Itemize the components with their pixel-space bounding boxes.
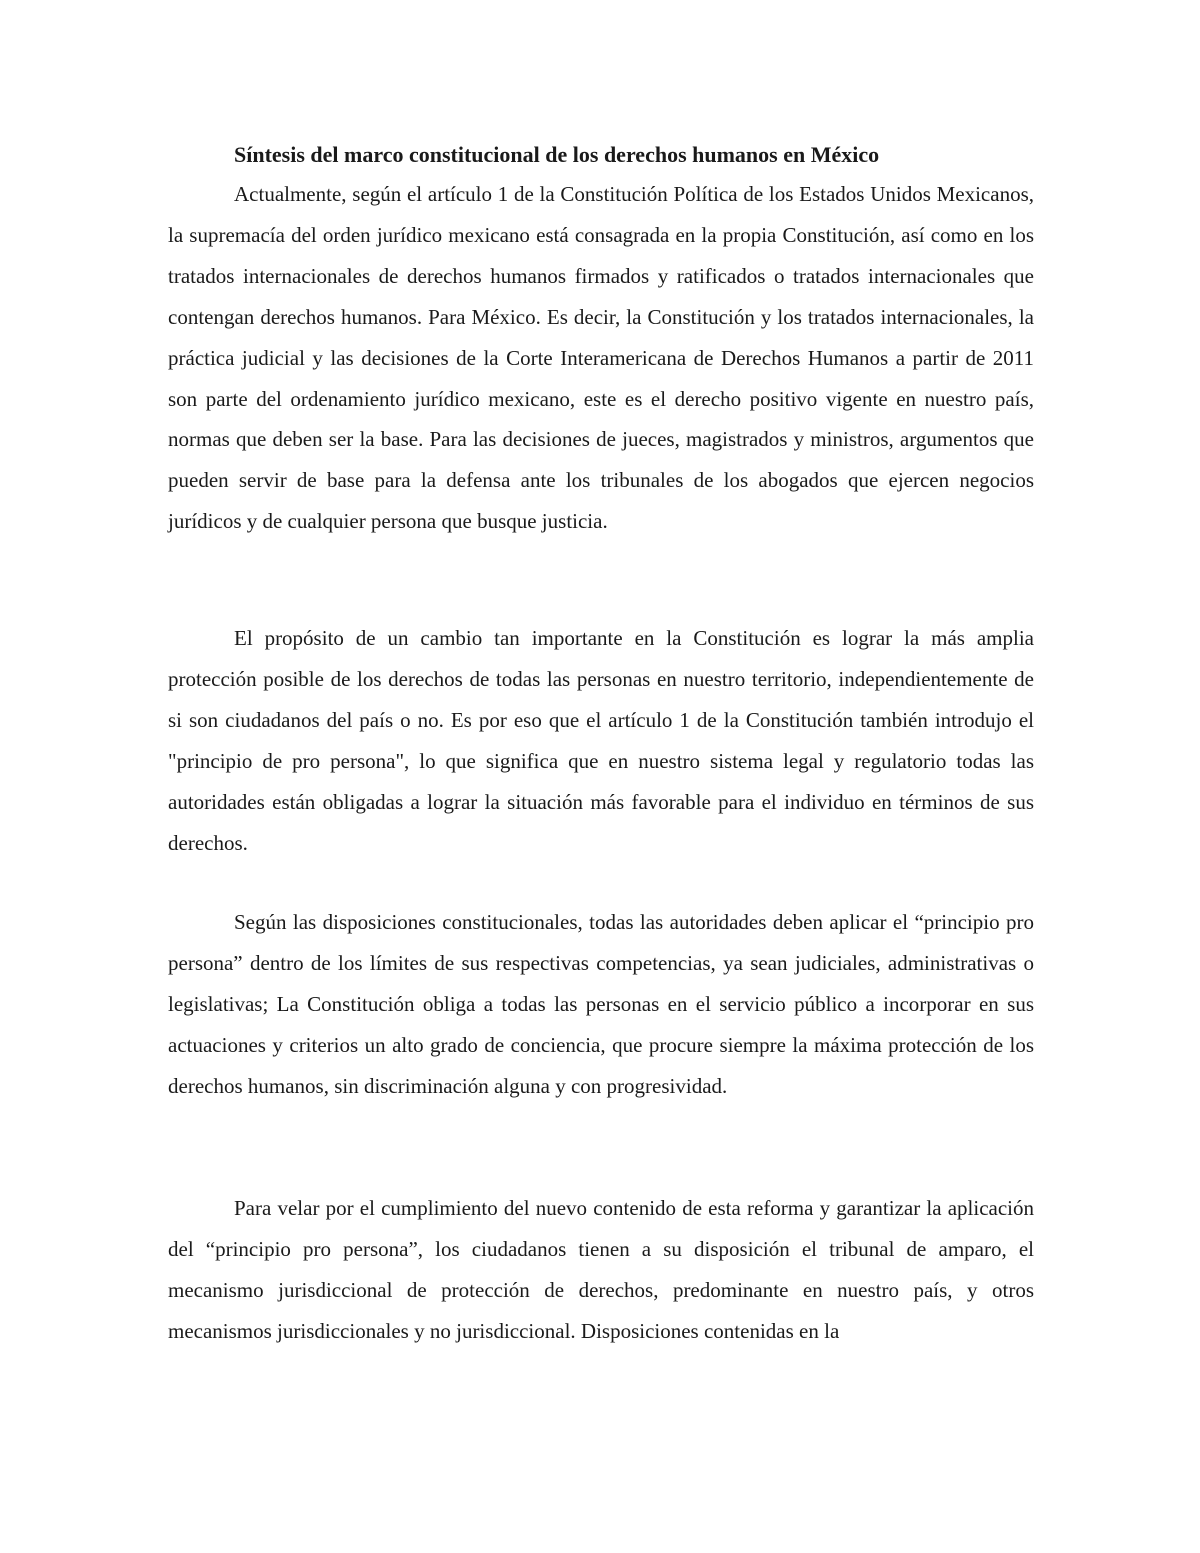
paragraph-2: El propósito de un cambio tan importante en la Constitución es lograr la más amplia protección posible de los derechos de todas las personas en nuestro territorio, independientemente de si son ciudadanos del país o no. Es por eso que el artículo 1 de la Constitución también introdujo el "principio de pro persona", lo que significa que en nuestro sistema legal y regulatorio todas las autoridades están obligadas a lograr la situación más favorable para el individuo en términos de sus derechos. [168, 626, 1034, 855]
paragraph-1: Actualmente, según el artículo 1 de la Constitución Política de los Estados Unidos Mexicanos, la supremacía del orden jurídico mexicano está consagrada en la propia Constitución, así como en los tratados internacionales de derechos humanos firmados y ratificados o tratados internacionales que contengan derechos humanos. Para México. Es decir, la Constitución y los tratados internacionales, la práctica judicial y las decisiones de la Corte Interamericana de Derechos Humanos a partir de 2011 son parte del ordenamiento jurídico mexicano, este es el derecho positivo vigente en nuestro país, normas que deben ser la base. Para las decisiones de jueces, magistrados y ministros, argumentos que pueden servir de base para la defensa ante los tribunales de los abogados que ejercen negocios jurídicos y de cualquier persona que busque justicia. [168, 182, 1034, 534]
paragraph-3: Según las disposiciones constitucionales, todas las autoridades deben aplicar el “principio pro persona” dentro de los límites de sus respectivas competencias, ya sean judiciales, administrativas o legislativas; La Constitución obliga a todas las personas en el servicio público a incorporar en sus actuaciones y criterios un alto grado de conciencia, que procure siempre la máxima protección de los derechos humanos, sin discriminación alguna y con progresividad. [168, 910, 1034, 1098]
document-title: Síntesis del marco constitucional de los derechos humanos en México [234, 142, 880, 167]
paragraph-4: Para velar por el cumplimiento del nuevo contenido de esta reforma y garantizar la aplicación del “principio pro persona”, los ciudadanos tienen a su disposición el tribunal de amparo, el mecanismo jurisdiccional de protección de derechos, predominante en nuestro país, y otros mecanismos jurisdiccionales y no jurisdiccional. Disposiciones contenidas en la [168, 1196, 1034, 1343]
